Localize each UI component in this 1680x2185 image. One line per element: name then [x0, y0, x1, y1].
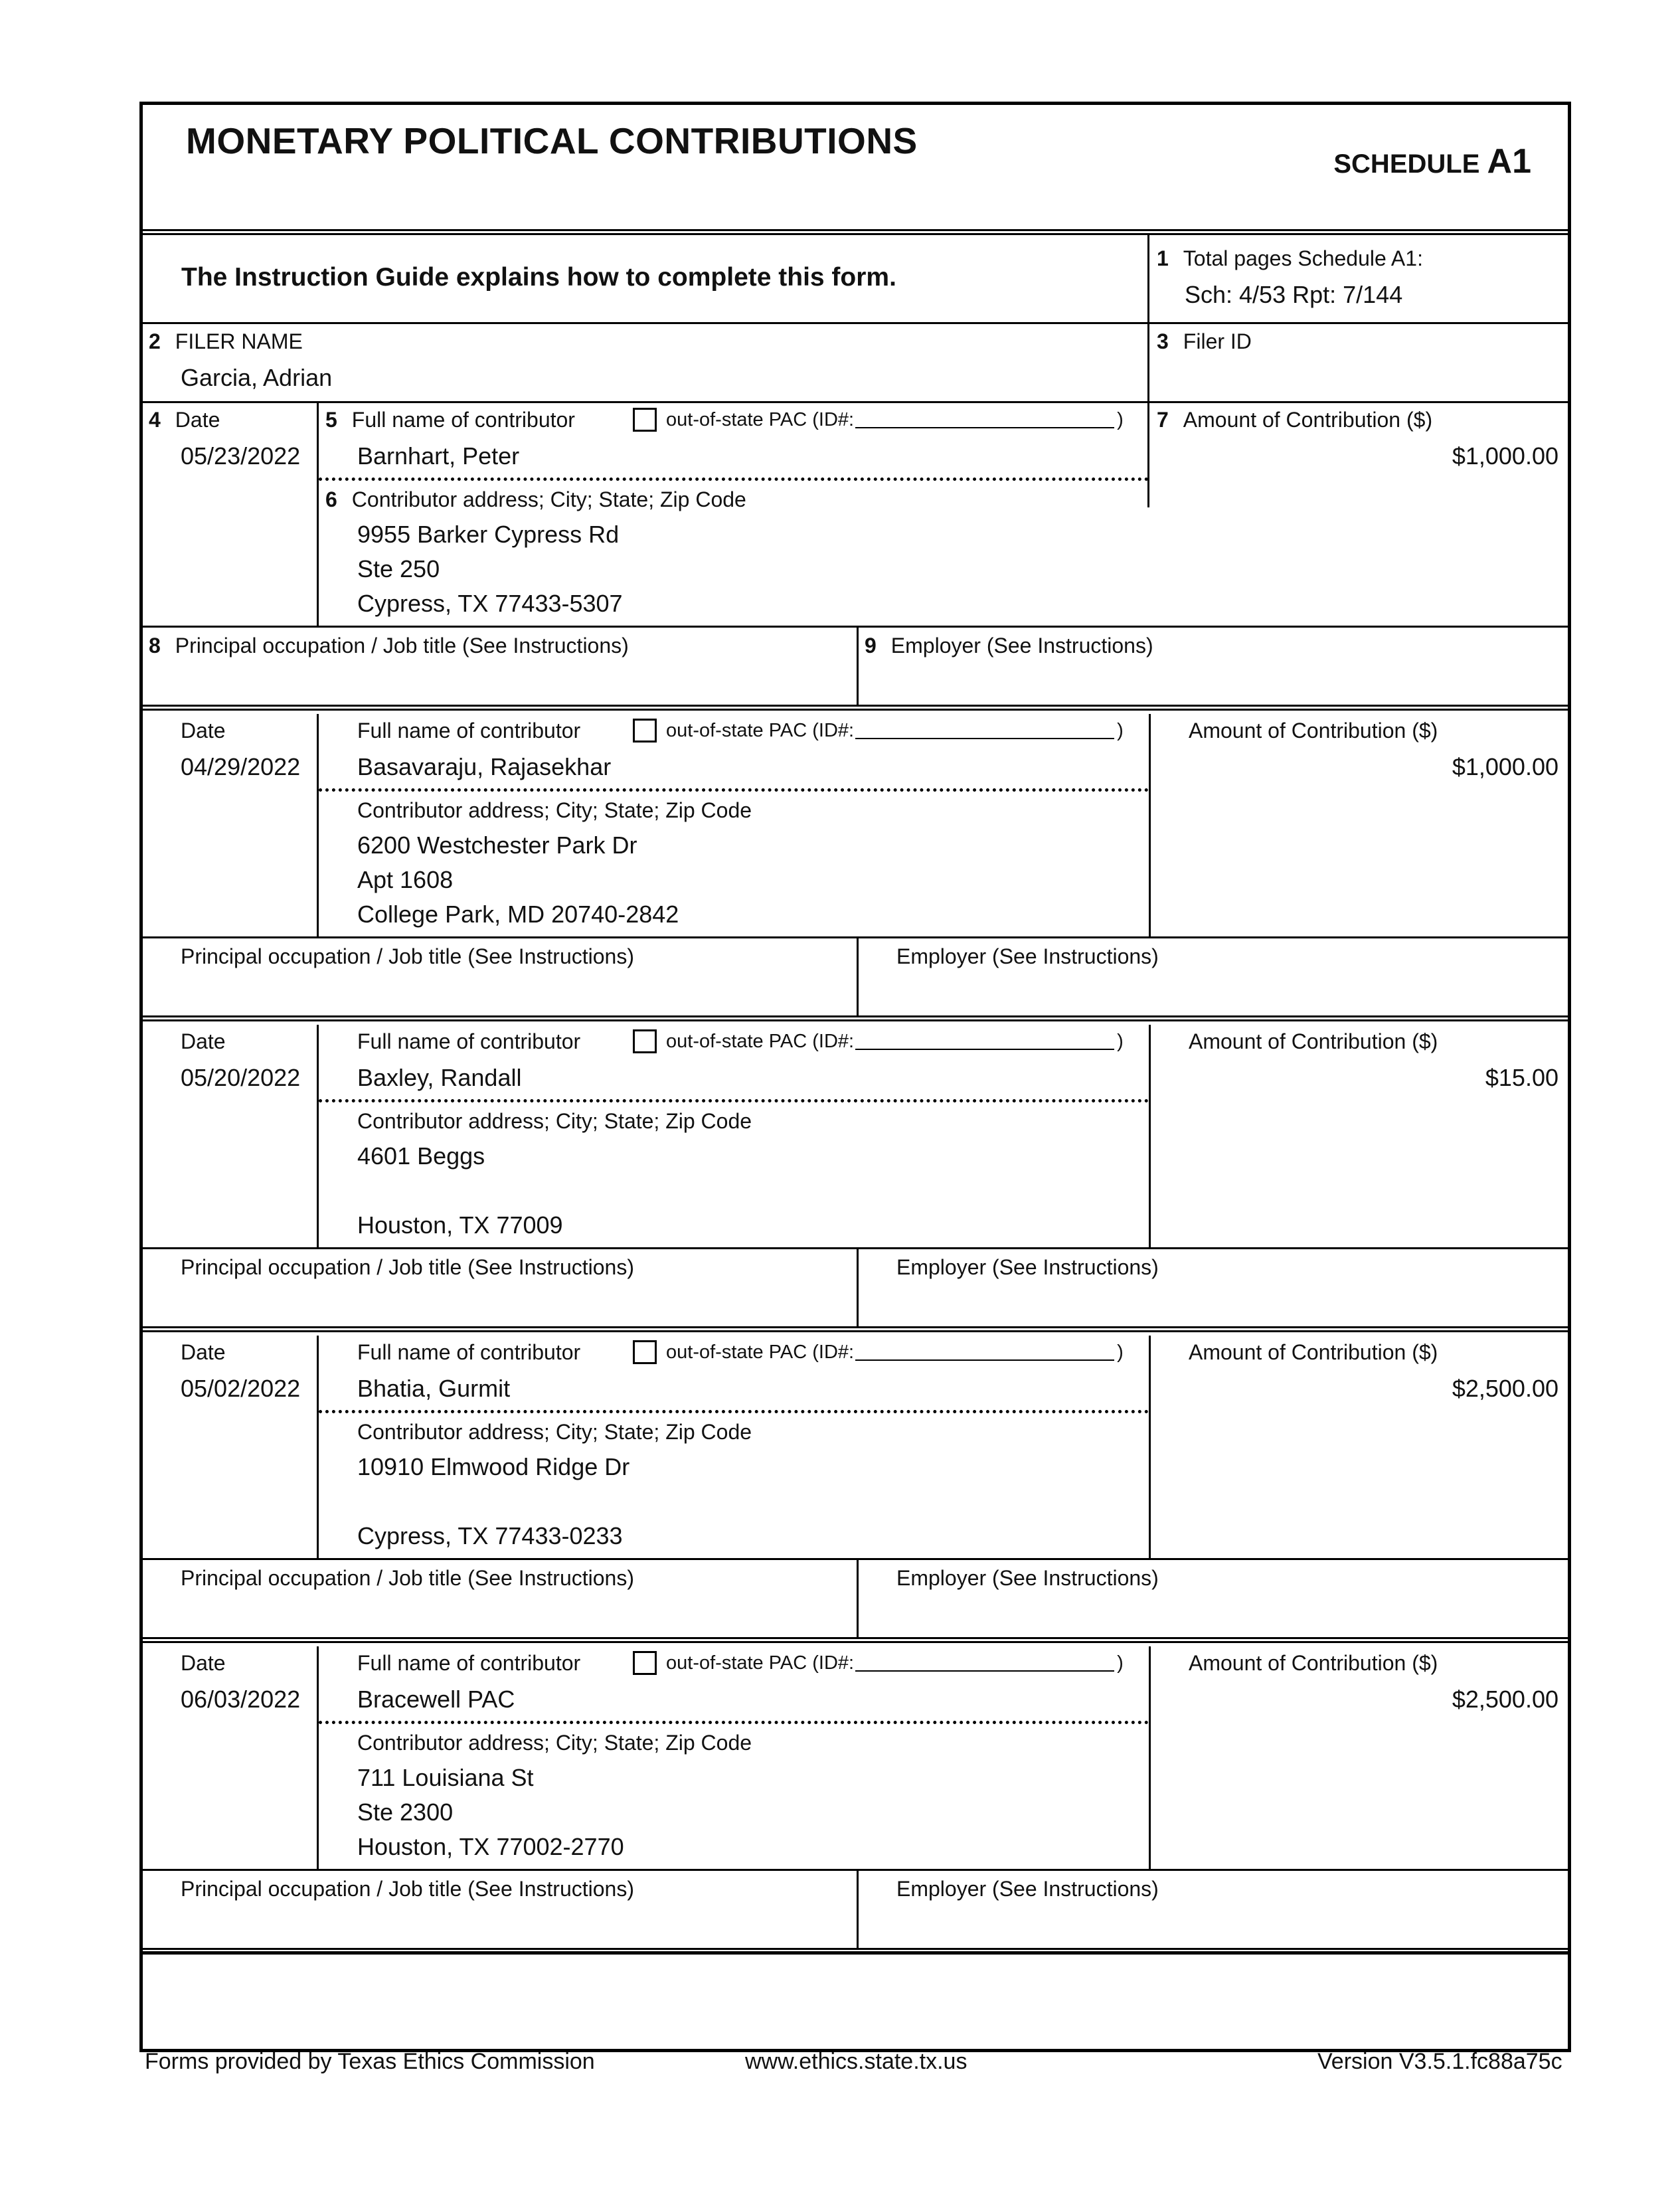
- pac-close-paren: ): [1117, 719, 1124, 741]
- full-name-label: 5 Full name of contributor: [325, 408, 575, 432]
- full-name-label: Full name of contributor: [357, 1340, 581, 1364]
- name-address-separator: [319, 1721, 1149, 1724]
- out-of-state-pac-field[interactable]: [633, 1340, 1124, 1364]
- occupation-label: Principal occupation / Job title (See Instructions): [181, 1566, 634, 1590]
- amount-column-divider: [1149, 1336, 1151, 1560]
- occupation-divider: [143, 626, 1568, 628]
- amount-label: Amount of Contribution ($): [1189, 719, 1438, 743]
- contribution-amount: $15.00: [1485, 1064, 1558, 1091]
- full-name-label: Full name of contributor: [357, 1029, 581, 1053]
- instruction-guide-text: The Instruction Guide explains how to complete this form.: [181, 263, 896, 292]
- employer-label: 9 Employer (See Instructions): [865, 634, 1153, 657]
- occupation-label: 8 Principal occupation / Job title (See Instructions): [149, 634, 629, 657]
- employer-column-divider: [857, 1870, 859, 1948]
- address-line-3: College Park, MD 20740-2842: [357, 901, 679, 928]
- address-line-1: 4601 Beggs: [357, 1142, 485, 1170]
- address-line-1: 9955 Barker Cypress Rd: [357, 521, 620, 548]
- contribution-date: 05/20/2022: [181, 1064, 301, 1091]
- out-of-state-pac-label: out-of-state PAC (ID#:: [666, 1341, 855, 1363]
- employer-column-divider: [857, 627, 859, 705]
- amount-label: Amount of Contribution ($): [1189, 1029, 1438, 1053]
- out-of-state-pac-field[interactable]: [633, 1651, 1124, 1675]
- footer-provider: Forms provided by Texas Ethics Commission: [145, 2049, 595, 2074]
- contributor-name: Basavaraju, Rajasekhar: [357, 753, 612, 780]
- address-line-3: Houston, TX 77002-2770: [357, 1833, 624, 1860]
- pac-close-paren: ): [1117, 1341, 1124, 1363]
- address-line-2: Ste 2300: [357, 1798, 454, 1826]
- date-label: Date: [181, 1340, 226, 1364]
- pac-id-line: [855, 1033, 1114, 1050]
- right-column-divider: [1147, 235, 1149, 507]
- pac-id-line: [855, 1654, 1114, 1672]
- contribution-amount: $2,500.00: [1452, 1375, 1558, 1402]
- amount-label: Amount of Contribution ($): [1189, 1651, 1438, 1675]
- address-line-2: Apt 1608: [357, 866, 454, 893]
- occupation-label: Principal occupation / Job title (See Instructions): [181, 1877, 634, 1901]
- date-column-divider: [317, 1646, 319, 1871]
- amount-column-divider: [1149, 714, 1151, 938]
- name-address-separator: [319, 1099, 1149, 1102]
- out-of-state-pac-label: out-of-state PAC (ID#:: [666, 408, 855, 430]
- schedule-label: [1333, 141, 1531, 181]
- info-divider: [143, 322, 1568, 324]
- employer-column-divider: [857, 1249, 859, 1326]
- out-of-state-pac-label: out-of-state PAC (ID#:: [666, 1652, 855, 1674]
- date-column-divider: [317, 714, 319, 938]
- filer-id-label: 3 Filer ID: [1157, 329, 1252, 353]
- address-label: Contributor address; City; State; Zip Code: [357, 1109, 752, 1133]
- filer-divider: [143, 401, 1568, 403]
- form-title: MONETARY POLITICAL CONTRIBUTIONS: [186, 120, 918, 161]
- contribution-date: 05/23/2022: [181, 442, 301, 470]
- out-of-state-pac-field[interactable]: [633, 719, 1124, 743]
- out-of-state-pac-checkbox[interactable]: [633, 408, 657, 432]
- amount-label: Amount of Contribution ($): [1189, 1340, 1438, 1364]
- schedule-code: A1: [1487, 142, 1531, 181]
- footer-website: www.ethics.state.tx.us: [745, 2049, 967, 2074]
- pac-close-paren: ): [1117, 1652, 1124, 1674]
- name-address-separator: [319, 478, 1149, 481]
- header-divider: [143, 229, 1568, 235]
- address-line-3: Houston, TX 77009: [357, 1211, 563, 1239]
- address-line-2: Ste 250: [357, 555, 440, 582]
- address-label: 6 Contributor address; City; State; Zip Code: [325, 487, 746, 511]
- contributor-name: Bracewell PAC: [357, 1686, 515, 1713]
- name-address-separator: [319, 1410, 1149, 1413]
- amount-label: 7 Amount of Contribution ($): [1157, 408, 1433, 432]
- entry-divider: [143, 1326, 1568, 1332]
- address-label: Contributor address; City; State; Zip Code: [357, 1731, 752, 1755]
- amount-column-divider: [1149, 1646, 1151, 1871]
- total-pages-value: Sch: 4/53 Rpt: 7/144: [1185, 281, 1403, 308]
- address-line-3: Cypress, TX 77433-5307: [357, 590, 623, 617]
- contributor-name: Baxley, Randall: [357, 1064, 522, 1091]
- entry-divider: [143, 705, 1568, 711]
- date-label: 4 Date: [149, 408, 220, 432]
- occupation-divider: [143, 1869, 1568, 1871]
- occupation-label: Principal occupation / Job title (See Instructions): [181, 1255, 634, 1279]
- pac-id-line: [855, 1344, 1114, 1361]
- out-of-state-pac-label: out-of-state PAC (ID#:: [666, 719, 855, 741]
- occupation-divider: [143, 1247, 1568, 1249]
- entry-divider: [143, 1015, 1568, 1021]
- occupation-divider: [143, 936, 1568, 938]
- schedule-word: SCHEDULE: [1333, 149, 1480, 179]
- employer-label: Employer (See Instructions): [896, 1255, 1159, 1279]
- out-of-state-pac-checkbox[interactable]: [633, 1340, 657, 1364]
- out-of-state-pac-checkbox[interactable]: [633, 719, 657, 743]
- address-label: Contributor address; City; State; Zip Code: [357, 1420, 752, 1444]
- pac-id-line: [855, 411, 1114, 428]
- date-column-divider: [317, 403, 319, 628]
- pac-close-paren: ): [1117, 1030, 1124, 1052]
- address-line-1: 711 Louisiana St: [357, 1764, 534, 1791]
- pac-close-paren: ): [1117, 408, 1124, 430]
- date-column-divider: [317, 1336, 319, 1560]
- employer-label: Employer (See Instructions): [896, 1877, 1159, 1901]
- pac-id-line: [855, 722, 1114, 739]
- contribution-amount: $1,000.00: [1452, 442, 1558, 470]
- contributor-name: Bhatia, Gurmit: [357, 1375, 511, 1402]
- bottom-divider: [143, 1951, 1568, 1955]
- employer-label: Employer (See Instructions): [896, 1566, 1159, 1590]
- date-column-divider: [317, 1025, 319, 1249]
- contribution-amount: $2,500.00: [1452, 1686, 1558, 1713]
- out-of-state-pac-field[interactable]: [633, 408, 1124, 432]
- out-of-state-pac-checkbox[interactable]: [633, 1029, 657, 1053]
- date-label: Date: [181, 1029, 226, 1053]
- name-address-separator: [319, 788, 1149, 792]
- form-frame: [139, 102, 1571, 2052]
- contributor-name: Barnhart, Peter: [357, 442, 520, 470]
- occupation-label: Principal occupation / Job title (See Instructions): [181, 944, 634, 968]
- date-label: Date: [181, 1651, 226, 1675]
- contribution-date: 06/03/2022: [181, 1686, 301, 1713]
- contribution-date: 04/29/2022: [181, 753, 301, 780]
- occupation-divider: [143, 1558, 1568, 1560]
- employer-label: Employer (See Instructions): [896, 944, 1159, 968]
- footer-version: Version V3.5.1.fc88a75c: [1317, 2049, 1562, 2074]
- full-name-label: Full name of contributor: [357, 1651, 581, 1675]
- address-line-1: 6200 Westchester Park Dr: [357, 831, 637, 859]
- out-of-state-pac-label: out-of-state PAC (ID#:: [666, 1030, 855, 1052]
- filer-name-value: Garcia, Adrian: [181, 364, 333, 391]
- address-line-1: 10910 Elmwood Ridge Dr: [357, 1453, 630, 1480]
- total-pages-label: 1 Total pages Schedule A1:: [1157, 246, 1423, 270]
- contribution-date: 05/02/2022: [181, 1375, 301, 1402]
- address-label: Contributor address; City; State; Zip Code: [357, 798, 752, 822]
- filer-name-label: 2 FILER NAME: [149, 329, 303, 353]
- out-of-state-pac-field[interactable]: [633, 1029, 1124, 1053]
- address-line-3: Cypress, TX 77433-0233: [357, 1522, 623, 1549]
- contribution-amount: $1,000.00: [1452, 753, 1558, 780]
- date-label: Date: [181, 719, 226, 743]
- out-of-state-pac-checkbox[interactable]: [633, 1651, 657, 1675]
- amount-column-divider: [1149, 1025, 1151, 1249]
- employer-column-divider: [857, 938, 859, 1015]
- employer-column-divider: [857, 1559, 859, 1637]
- entry-divider: [143, 1637, 1568, 1643]
- full-name-label: Full name of contributor: [357, 719, 581, 743]
